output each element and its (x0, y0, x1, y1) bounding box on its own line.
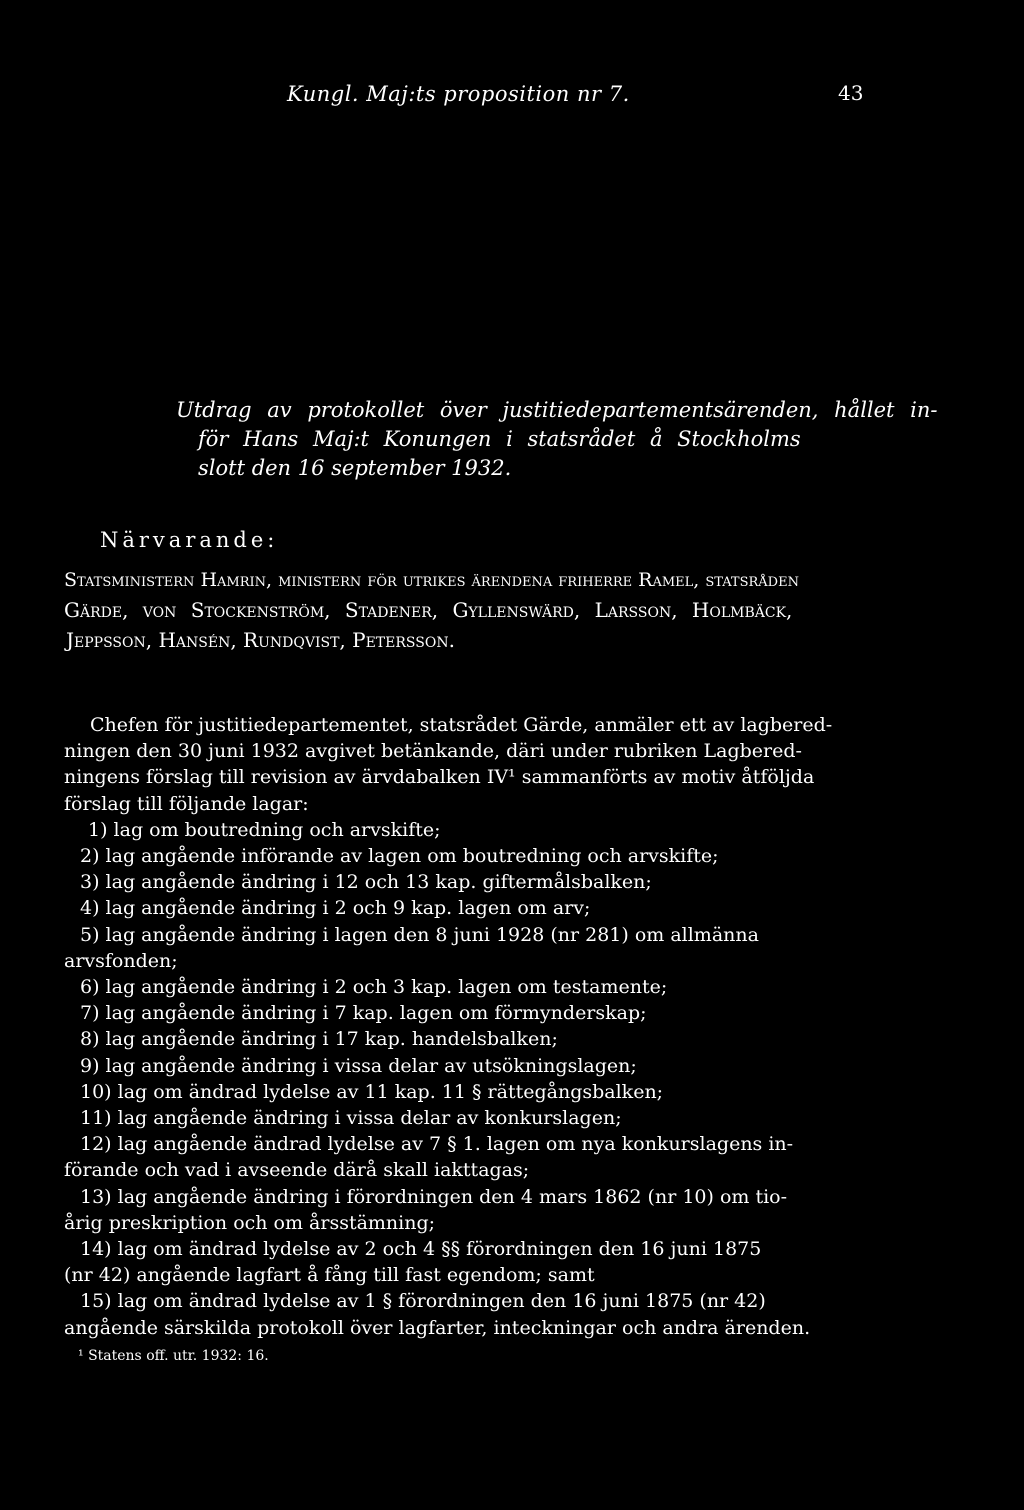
paragraph-line: förslag till följande lagar: (64, 792, 309, 815)
law-item: 8) lag angående ändring i 17 kap. handelsbalken; (80, 1028, 558, 1051)
law-item: 15) lag om ändrad lydelse av 1 § förordningen den 16 juni 1875 (nr 42) (80, 1290, 766, 1313)
law-item: 13) lag angående ändring i förordningen den 4 mars 1862 (nr 10) om tio- (80, 1185, 788, 1208)
paragraph-line: ningens förslag till revision av ärvdabalken IV¹ sammanförts av motiv åtföljda (64, 766, 815, 789)
law-item-continuation: arvsfonden; (64, 949, 178, 972)
present-line: Statsministern Hamrin, ministern för utrikes ärendena friherre Ramel, statsråden (64, 569, 799, 591)
present-list (64, 565, 874, 655)
law-item: 10) lag om ändrad lydelse av 11 kap. 11 § rättegångsbalken; (80, 1080, 664, 1103)
law-item: 4) lag angående ändring i 2 och 9 kap. lagen om arv; (80, 897, 591, 920)
paragraph-line: Chefen för justitiedepartementet, statsrådet Gärde, anmäler ett av lagbered- (90, 714, 833, 736)
body-text (64, 712, 884, 1341)
law-item: 7) lag angående ändring i 7 kap. lagen om förmynderskap; (80, 1002, 647, 1025)
law-item: 12) lag angående ändrad lydelse av 7 § 1. lagen om nya konkurslagens in- (80, 1133, 794, 1156)
law-item: 6) lag angående ändring i 2 och 3 kap. lagen om testamente; (80, 976, 668, 999)
intro-line: Utdrag av protokollet över justitiedepartementsärenden, hållet in- (176, 398, 938, 422)
page-number: 43 (838, 81, 864, 105)
law-item-continuation: (nr 42) angående lagfart å fång till fast egendom; samt (64, 1264, 595, 1287)
law-item: 5) lag angående ändring i lagen den 8 juni 1928 (nr 281) om allmänna (80, 923, 759, 946)
law-item: 3) lag angående ändring i 12 och 13 kap. giftermålsbalken; (80, 871, 652, 894)
footnote: ¹ Statens off. utr. 1932: 16. (78, 1348, 269, 1364)
page-header-title: Kungl. Maj:ts proposition nr 7. (287, 82, 630, 106)
law-item: 2) lag angående införande av lagen om boutredning och arvskifte; (80, 845, 719, 868)
intro-line: för Hans Maj:t Konungen i statsrådet å Stockholms (198, 427, 801, 451)
law-item: 11) lag angående ändring i vissa delar av konkurslagen; (80, 1107, 622, 1130)
present-line: Gärde, von Stockenström, Stadener, Gyllenswärd, Larsson, Holmbäck, (64, 598, 793, 622)
law-item: 1) lag om boutredning och arvskifte; (88, 818, 441, 841)
present-line: Jeppsson, Hansén, Rundqvist, Petersson. (66, 628, 455, 652)
law-item-continuation: årig preskription och om årsstämning; (64, 1211, 436, 1234)
law-item-continuation: angående särskilda protokoll över lagfarter, inteckningar och andra ärenden. (64, 1316, 811, 1339)
paragraph-line: ningen den 30 juni 1932 avgivet betänkande, däri under rubriken Lagbered- (64, 740, 802, 763)
protocol-intro (176, 396, 938, 483)
present-label: Närvarande: (100, 528, 279, 552)
law-item-continuation: förande och vad i avseende därå skall iakttagas; (64, 1159, 530, 1182)
law-item: 14) lag om ändrad lydelse av 2 och 4 §§ förordningen den 16 juni 1875 (80, 1238, 762, 1261)
law-item: 9) lag angående ändring i vissa delar av utsökningslagen; (80, 1054, 637, 1077)
intro-line: slott den 16 september 1932. (198, 456, 512, 480)
